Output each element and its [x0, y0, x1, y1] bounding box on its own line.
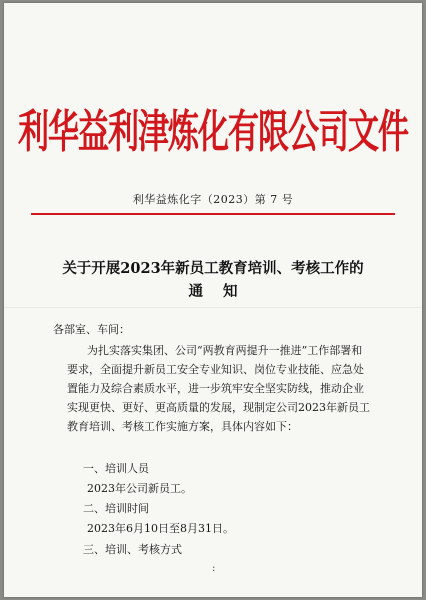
paragraph-line: 教育培训、考核工作实施方案，具体内容如下： — [67, 420, 298, 433]
paragraph-line: 置能力及综合素质水平，进一步筑牢安全坚实防线，推动企业 — [67, 382, 364, 395]
paragraph-line: 实现更快、更好、更高质量的发展，现制定公司2023年新员工 — [67, 401, 370, 414]
section-heading-training-method: 三、培训、考核方式 — [83, 543, 182, 556]
salutation: 各部室、车间： — [53, 323, 130, 336]
notice-subtitle: 通知 — [188, 283, 258, 300]
page-mark: : — [212, 563, 216, 574]
document-number: 利华益炼化字（2023）第 7 号 — [132, 193, 294, 206]
section-value-training-time: 2023年6月10日至8月31日。 — [87, 522, 234, 535]
section-value-trainees: 2023年公司新员工。 — [87, 482, 192, 495]
paper-crease — [4, 307, 422, 308]
paragraph-line: 要求，全面提升新员工安全专业知识、岗位专业技能、应急处 — [67, 363, 364, 376]
section-heading-training-time: 二、培训时间 — [83, 502, 149, 515]
section-heading-trainees: 一、培训人员 — [83, 462, 149, 475]
organization-header-title: 利华益利津炼化有限公司文件 — [18, 106, 408, 159]
document-page — [4, 3, 422, 597]
paragraph-line: 为扎实落实集团、公司“两教育两提升一推进”工作部署和 — [87, 344, 363, 357]
notice-title: 关于开展2023年新员工教育培训、考核工作的 — [62, 260, 364, 277]
red-header-rule — [31, 213, 395, 215]
